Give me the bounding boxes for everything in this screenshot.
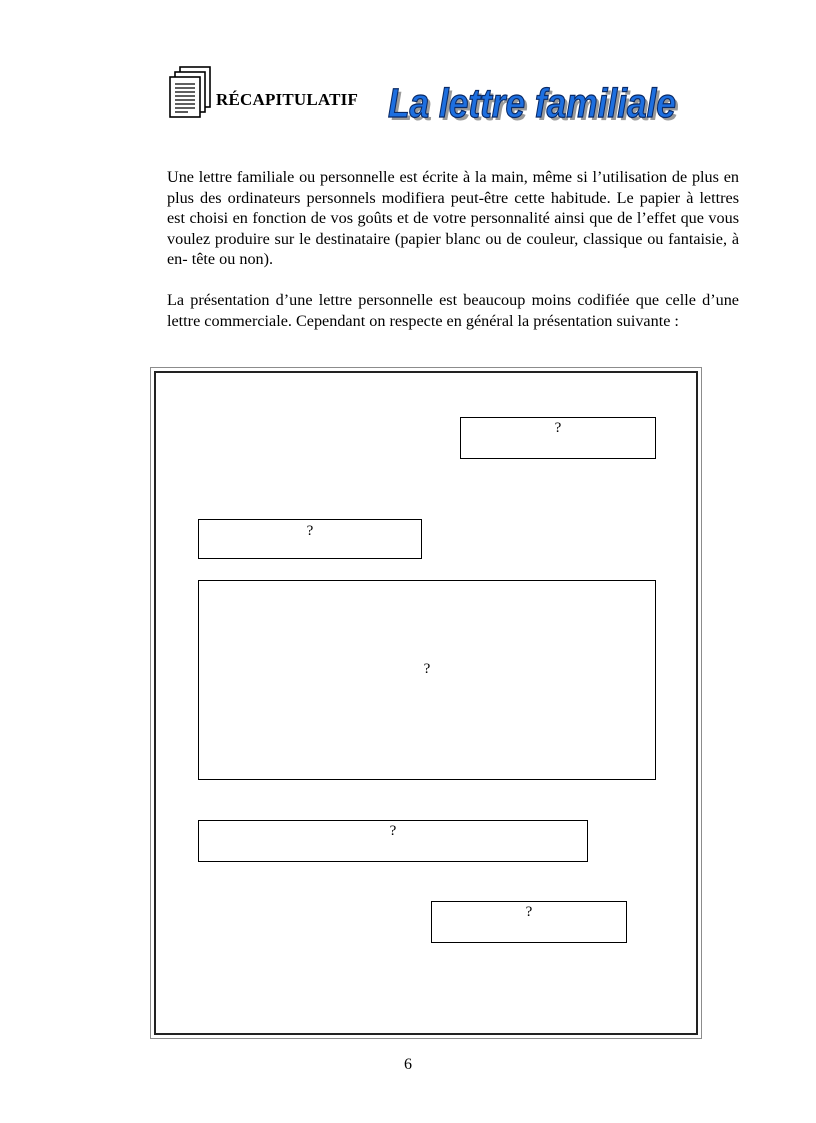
date-slot-label: ? <box>554 420 562 436</box>
page-title-text: La lettre familiale <box>388 80 676 126</box>
body-slot-label: ? <box>423 661 431 677</box>
presentation-paragraph: La présentation d’une lettre personnelle est beaucoup moins codifiée que celle d’une lettre commerciale. Cependant on respecte en général la présentation suivante : <box>167 291 739 330</box>
document-stack-icon <box>168 66 212 120</box>
body-slot <box>198 580 656 780</box>
letter-layout-diagram <box>150 367 702 1039</box>
signature-slot-label: ? <box>525 904 533 920</box>
closing-slot-label: ? <box>389 823 397 839</box>
section-label: RÉCAPITULATIF <box>216 90 359 109</box>
svg-text:La lettre familiale: La lettre familiale <box>391 83 679 129</box>
page-number: 6 <box>404 1056 412 1073</box>
intro-paragraph: Une lettre familiale ou personnelle est écrite à la main, même si l’utilisation de plus en plus des ordinateurs personnels modifiera peut-être cette habitude. Le papier à lettres est choisi en fonction de vos goûts et de votre personnalité ainsi que de l’effet que vous voulez produire sur le destinataire (papier blanc ou de couleur, classique ou fantaisie, à en- tête ou non). <box>167 168 739 269</box>
closing-slot <box>198 820 588 862</box>
greeting-slot-label: ? <box>306 523 314 539</box>
date-slot <box>460 417 656 459</box>
greeting-slot <box>198 519 422 559</box>
letter-page-outline <box>154 371 698 1035</box>
signature-slot <box>431 901 627 943</box>
page-header <box>168 66 728 129</box>
page-title <box>388 76 688 130</box>
